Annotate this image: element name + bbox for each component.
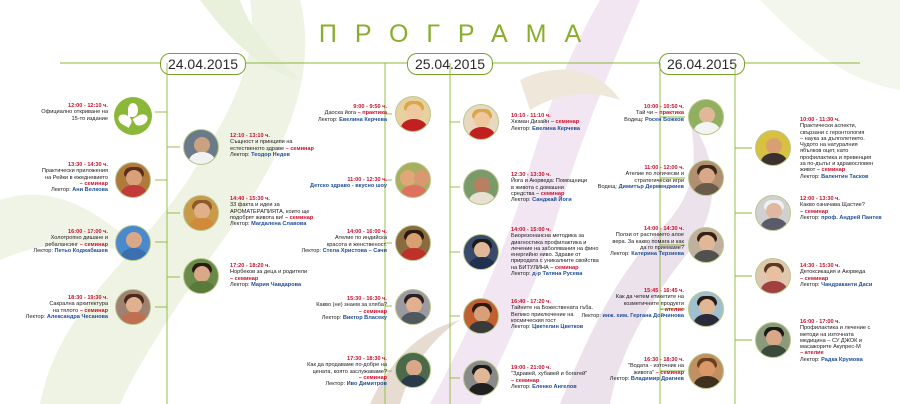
speaker-photo bbox=[115, 225, 151, 261]
event-d3l-2: 11:00 - 12:00 ч. Ателие по логически и стратегически игри Водещ: Димитър Дерменджиев bbox=[597, 165, 684, 190]
event-d3l-4: 15:45 - 16:45 ч. Как да четем етикетите на козметичните продукти – ателие Лектор: инж. хим. Гергана Дойчинова bbox=[581, 288, 684, 320]
event-d2r-3: 14:00 - 15:00 ч. Биорезонансна методика за диагностика профилактика и лечение на заболявания на фино енергийно ниво. Здраве от природата с уникалните свойства на БИТУЛИНА – семинар Лектор: д-р Татяна Русева bbox=[511, 227, 599, 278]
speaker-photo bbox=[395, 96, 431, 132]
event-d2l-5: 17:30 - 18:30 ч. Как да продаваме по-добре на цената, която заслужаваме? – семинар Лектор: Иво Димитров bbox=[307, 356, 387, 388]
speaker-photo bbox=[463, 234, 499, 270]
event-d2l-1: 9:00 - 9:50 ч. Даоска йога – практика Лектор: Евелина Керчева bbox=[317, 104, 387, 123]
speaker-photo bbox=[395, 289, 431, 325]
date-day-1: 24.04.2015 bbox=[160, 53, 246, 75]
event-d3r-2: 12:00 - 13:30 ч. Какво означава Щастие? – семинар Лектор: проф. Андрей Пантев bbox=[800, 196, 882, 221]
speaker-photo bbox=[183, 258, 219, 294]
speaker-photo bbox=[395, 162, 431, 198]
event-d2l-2: 11:00 - 12:30 ч. Детско здраво - вкусно шоу bbox=[310, 177, 387, 190]
event-d3l-3: 14:00 - 14:30 ч. Ползи от растението алое вера. За какво помага и как да го приемаме? Лектор: Катерина Терзиева bbox=[610, 226, 684, 258]
speaker-photo bbox=[755, 322, 791, 358]
speaker-photo bbox=[688, 99, 724, 135]
speaker-photo bbox=[755, 258, 791, 294]
speaker-photo bbox=[688, 353, 724, 389]
event-d2r-4: 16:40 - 17:20 ч. Тайните на Божествената гъба. Велико приключение на космическия гост Лектор: Цветелин Цветков bbox=[511, 299, 594, 331]
event-d1-4: 14:40 - 15:30 ч. 33 факта и идеи за АРОМАТЕРАПИЯТА, които ще подобрят живота ви! – семинар Лектор: Магдалена Славова bbox=[230, 196, 314, 228]
event-d2r-2: 12:30 - 13:30 ч. Йога и Аюрведа: Помощници в живота с домашни средства – семинар Лектор: Санджай Йоги bbox=[511, 172, 588, 204]
event-d2r-5: 19:00 - 21:00 ч. "Здравей, хубавей и богатей" – семинар Лектор: Еленко Ангелов bbox=[511, 365, 588, 390]
event-d1-7: 18:30 - 19:30 ч. Сакрална архитектура на тялото – семинар Лектор: Александра Чесанова bbox=[25, 295, 108, 320]
speaker-photo bbox=[688, 160, 724, 196]
event-d2r-1: 10:10 - 11:10 ч. Хюман Дизайн – семинар Лектор: Евелина Керчева bbox=[511, 113, 581, 132]
event-d3l-1: 10:00 - 10:50 ч. Тай чи – практика Водещ: Росен Божков bbox=[624, 104, 684, 123]
speaker-photo bbox=[463, 360, 499, 396]
speaker-photo bbox=[463, 169, 499, 205]
event-d3r-1: 10:00 - 11:30 ч. Практически аспекти, свързани с геронтология – наука за дълголетието. Чудото на натуралния ябълков оцет, като профилактика и превенция за по-дълъг и здравословен живот – семинар Лектор: Валентин Тасков bbox=[800, 117, 874, 180]
event-d1-1: 12:00 - 12:10 ч. Официално откриване на 15-то издание bbox=[41, 103, 108, 122]
speaker-photo bbox=[755, 195, 791, 231]
event-d2l-3: 14:00 - 16:00 ч. Ателие по индийска красота и женственост. Лектор: Стела Христова – Сачи bbox=[301, 229, 387, 254]
event-d3r-3: 14:30 - 15:30 ч. Детоксикация и Аюрведа – семинар Лектор: Чандраканти Даси bbox=[800, 263, 873, 288]
speaker-photo bbox=[183, 129, 219, 165]
date-day-2: 25.04.2015 bbox=[407, 53, 493, 75]
page-title: ПРОГРАМА bbox=[318, 20, 600, 48]
event-d3l-5: 16:30 - 18:30 ч. "Водата - източник на живота" – семинар Лектор: Владимир Драгиев bbox=[609, 357, 684, 382]
event-d1-3: 13:30 - 14:30 ч. Практически приложения на Рейки в ежедневието – семинар Лектор: Ани Велкова bbox=[41, 162, 108, 194]
speaker-photo bbox=[688, 227, 724, 263]
event-d1-6: 17:20 - 18:20 ч. Норбеков за деца и родители – семинар Лектор: Мария Чавдарова bbox=[230, 263, 308, 288]
speaker-photo bbox=[395, 225, 431, 261]
speaker-photo bbox=[115, 162, 151, 198]
speaker-photo bbox=[183, 195, 219, 231]
speaker-photo bbox=[463, 298, 499, 334]
speaker-photo bbox=[688, 291, 724, 327]
event-d3r-4: 16:00 - 17:00 ч. Профилактика и лечение с методи на източната медицина – СУ ДЖОК и масажорите Акупрес-М – ателие Лектор: Радка Крумова bbox=[800, 319, 871, 363]
festival-logo-icon bbox=[114, 97, 152, 135]
date-day-3: 26.04.2015 bbox=[659, 53, 745, 75]
event-d2l-4: 15:30 - 16:30 ч. Какво (не) знаем за хляба? – семинар Лектор: Виктор Власеку bbox=[316, 296, 387, 321]
speaker-photo bbox=[755, 130, 791, 166]
event-d1-2: 12:10 - 13:10 ч. Същност и принципи на естественото здраве – семинар Лектор: Теодор Недев bbox=[230, 133, 314, 158]
speaker-photo bbox=[463, 104, 499, 140]
speaker-photo bbox=[395, 352, 431, 388]
speaker-photo bbox=[115, 289, 151, 325]
event-d1-5: 16:00 - 17:00 ч. Холотропно дишане и ребалансинг – семинар Лектор: Петьо Коджабашев bbox=[33, 229, 108, 254]
